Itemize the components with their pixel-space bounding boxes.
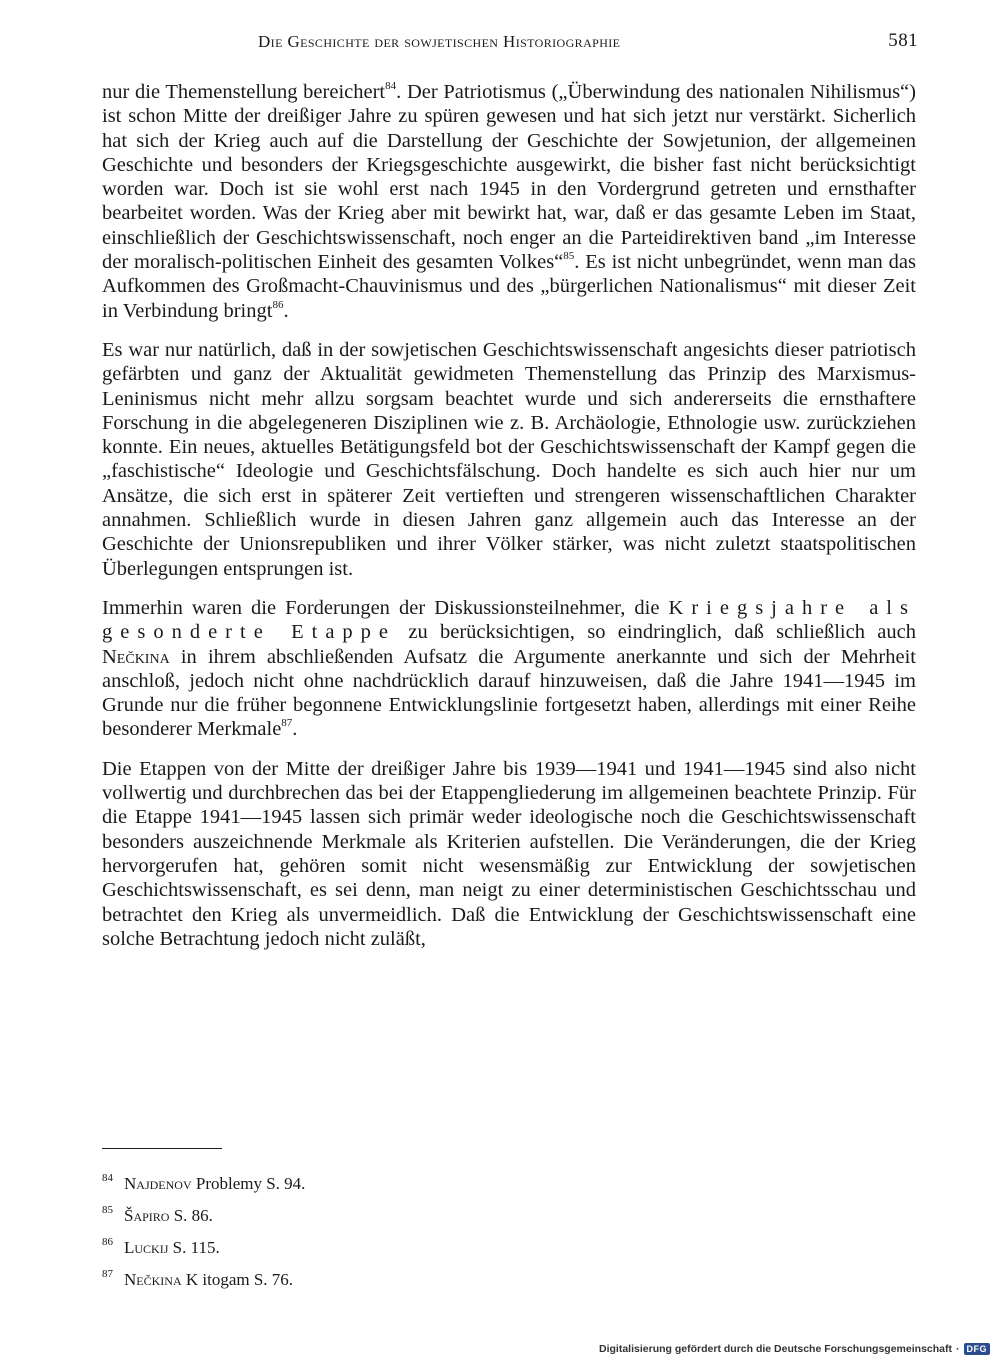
paragraph-3 [102, 596, 916, 742]
footnote-author: Šapiro [124, 1206, 170, 1225]
footnote [102, 1264, 702, 1296]
footnote-text: S. 86. [173, 1206, 213, 1225]
footnote [102, 1200, 702, 1232]
paragraph-2: Es war nur natürlich, daß in der sowjetischen Geschichtswissenschaft angesichts dieser patriotisch gefärbten und ganz der Aktualität gewidmeten Themenstellung das Prinzip des Marxismus-Leninismus nicht mehr allzu sorgsam beachtet wurde und sich andererseits die ernsthaftere Forschung in die abgelegeneren Disziplinen wie z. B. Archäologie, Ethnologie usw. zurückziehen konnte. Ein neues, aktuelles Betätigungsfeld bot der Geschichtswissenschaft der Kampf gegen die „faschistische“ Ideologie und Geschichtsfälschung. Doch handelte es sich auch hier nur um Ansätze, die sich erst in späterer Zeit vertieften und strengeren wissenschaftlichen Charakter annahmen. Schließlich wurde in diesen Jahren ganz allgemein auch das Interesse an der Geschichte der Unionsrepubliken und ihrer Völker stärker, was nicht zuletzt staatspolitischen Überlegungen entsprungen ist. [102, 338, 916, 580]
paragraph-4: Die Etappen von der Mitte der dreißiger Jahre bis 1939—1941 und 1941—1945 sind also nicht vollwertig und durchbrechen das bei der Etappengliederung im allgemeinen beachtete Prinzip. Für die Etappe 1941—1945 lassen sich primär weder ideologische noch die Geschichtswissenschaft besonders auszeichnende Merkmale als Kriterien aufstellen. Die Veränderungen, die der Krieg hervorgerufen hat, gehören somit nicht wesensmäßig zur Entwicklung der sowjetischen Geschichtswissenschaft, es sei denn, man neigt zu einer deterministischen Geschichtsschau und betrachtet den Krieg als unvermeidlich. Daß die Entwicklung der Geschichtswissenschaft eine solche Betrachtung jedoch nicht zuläßt, [102, 757, 916, 950]
text-run: Immerhin waren die Forderungen der Diskussionsteilnehmer, die [102, 596, 669, 619]
text-run: . [283, 299, 289, 322]
footnote-number: 86 [102, 1236, 113, 1248]
text-run: in ihrem abschließenden Aufsatz die Argumente anerkannte und sich der Mehrheit anschloß, jedoch nicht ohne nachdrücklich darauf hinzuweisen, daß die Jahre 1941—1945 im Grunde nur die früher begonnene Entwicklungslinie fortgesetzt haben, allerdings mit einer Reihe besonderer Merkmale [102, 645, 916, 741]
banner-separator: · [956, 1343, 960, 1355]
author-name: Nečkina [102, 645, 170, 668]
text-run: . Es ist nicht unbegründet, wenn man das Aufkommen des Großmacht-Chauvinismus und des „bürgerlichen Nationalismus“ mit dieser Zeit in Verbindung bringt [102, 251, 916, 322]
footnote-author: Nečkina [124, 1270, 182, 1289]
footnote-author: Luckij [124, 1238, 169, 1257]
text-run: zu berücksichtigen, so eindringlich, daß schließlich auch [396, 621, 916, 644]
footnote-text: S. 115. [172, 1238, 220, 1257]
footnotes [102, 1168, 702, 1296]
footnote-ref-85: 85 [563, 250, 575, 263]
page-number: 581 [888, 30, 918, 51]
footnote-number: 84 [102, 1172, 113, 1184]
text-run: . Der Patriotismus („Überwindung des nationalen Nihilismus“) ist schon Mitte der dreißiger Jahre zu spüren gewesen und hat sich jetzt nur verstärkt. Sicherlich hat sich der Krieg auch auf die Darstellung der Geschichte der Sowjetunion, der allgemeinen Geschichte und besonders der Kriegsgeschichte ausgewirkt, die bisher fast nicht berücksichtigt worden war. Doch ist sie wohl erst nach 1945 in den Vordergrund getreten und ernsthafter bearbeitet worden. Was der Krieg aber mit bewirkt hat, war, daß er das gesamte Leben im Staat, einschließlich der Geschichtswissenschaft, noch enger an die Parteidirektiven band „im Interesse der moralisch-politischen Einheit des gesamten Volkes“ [102, 81, 916, 274]
footnote-number: 85 [102, 1204, 113, 1216]
banner-text: Digitalisierung gefördert durch die Deutsche Forschungsgemeinschaft [599, 1343, 952, 1355]
body-text [102, 80, 916, 966]
footnote-ref-84: 84 [385, 80, 397, 92]
text-run: . [292, 718, 298, 741]
digitization-banner [599, 1343, 990, 1355]
running-title: Die Geschichte der sowjetischen Historiographie [258, 32, 621, 51]
footnote-ref-87: 87 [281, 717, 293, 730]
footnote-text: K itogam S. 76. [185, 1270, 294, 1289]
spaced-emphasis: Kriegsjahre als gesonderte Etappe [102, 596, 916, 644]
dfg-logo-icon: DFG [964, 1343, 991, 1355]
footnote-text: Problemy S. 94. [195, 1174, 306, 1193]
footnote-author: Najdenov [124, 1174, 192, 1193]
footnote [102, 1232, 702, 1264]
text-run: nur die Themenstellung bereichert [102, 81, 386, 103]
paragraph-1 [102, 80, 916, 323]
footnote-number: 87 [102, 1268, 113, 1280]
page-header [258, 28, 918, 58]
footnote [102, 1168, 702, 1200]
footnote-divider [102, 1148, 222, 1149]
footnote-ref-86: 86 [272, 298, 284, 311]
